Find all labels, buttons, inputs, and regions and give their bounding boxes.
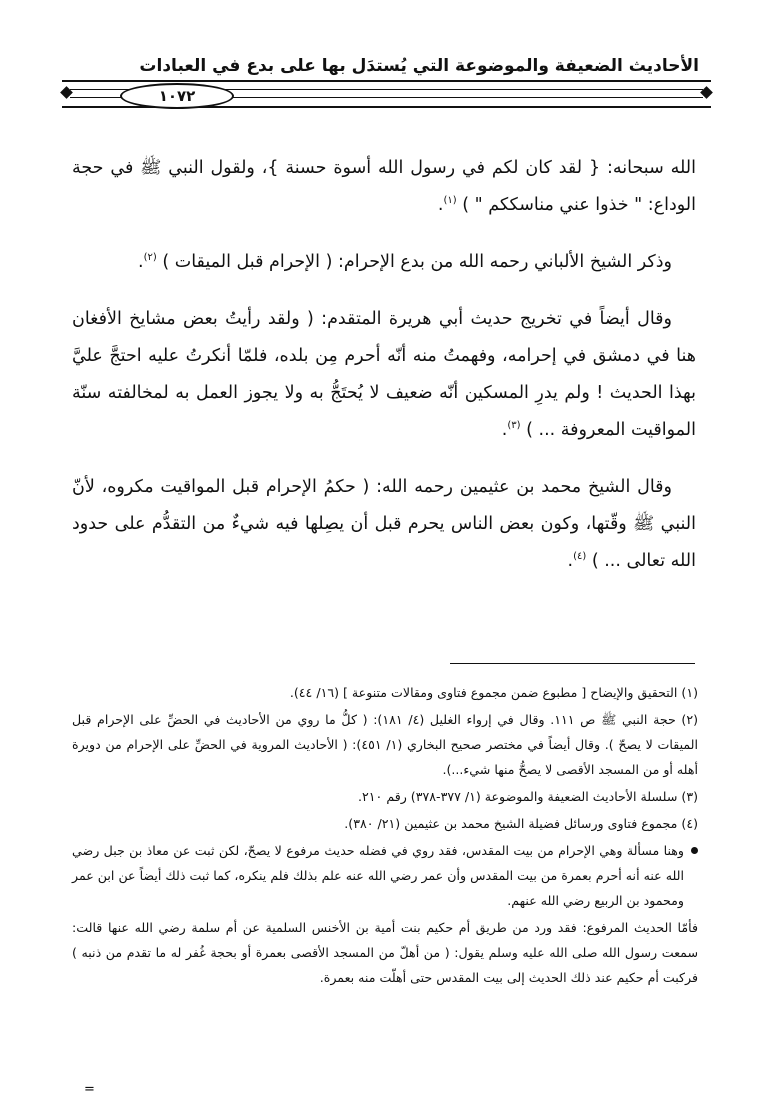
page-number: ١٠٧٢: [120, 83, 234, 109]
paragraph-3: وقال أيضاً في تخريج حديث أبي هريرة المتقدم: ( ولقد رأيتُ بعض مشايخ الأفغان هنا في دمشق في إحرامه، وفهمتُ منه أنّه أحرم مِن بلده، فلمّا أنكرتُ عليه احتجَّ عليَّ بهذا الحديث ! ولم يدرِ المسكين أنّه ضعيف لا يُحتَجُّ به ولا يجوز العمل به لمخالفته سنّة المواقيت المعروفة ... ) $^{(٣)}$.: [72, 309, 696, 440]
running-title: الأحاديث الضعيفة والموضوعة التي يُستدَل بها على بدع في العبادات: [139, 56, 699, 76]
footnote-ref-2: (٢): [143, 252, 157, 264]
paragraph-1-text: الله سبحانه: { لقد كان لكم في رسول الله أسوة حسنة }، ولقول النبي ﷺ في حجة الوداع: " خذوا عني مناسككم " ): [72, 158, 696, 215]
note-bullet-paragraph: [72, 838, 698, 913]
paragraph-3-text: وقال أيضاً في تخريج حديث أبي هريرة المتقدم: ( ولقد رأيتُ بعض مشايخ الأفغان هنا في دمشق في إحرامه، وفهمتُ منه أنّه أحرم مِن بلده، فلمّا أنكرتُ عليه احتجَّ عليَّ بهذا الحديث ! ولم يدرِ المسكين أنّه ضعيف لا يُحتَجُّ به ولا يجوز العمل به لمخالفته سنّة المواقيت المعروفة ... ): [72, 309, 696, 440]
paragraph-1: الله سبحانه: { لقد كان لكم في رسول الله أسوة حسنة }، ولقول النبي ﷺ في حجة الوداع: " خذوا عني مناسككم " ) $^{(١)}$.: [72, 158, 696, 215]
paragraph-2: وذكر الشيخ الألباني رحمه الله من بدع الإحرام: ( الإحرام قبل الميقات ) $^{(٢)}$.: [137, 252, 672, 272]
footnotes: [72, 680, 698, 992]
footnote-ref-3: (٣): [507, 420, 521, 432]
paragraph-2-text: وذكر الشيخ الألباني رحمه الله من بدع الإحرام: ( الإحرام قبل الميقات ): [162, 252, 672, 272]
continuation-mark: =: [84, 1082, 95, 1097]
footnote-1: (١) التحقيق والإيضاح [ مطبوع ضمن مجموع فتاوى ومقالات متنوعة ] (١٦/ ٤٤).: [289, 685, 698, 700]
main-text: [72, 150, 696, 600]
footnote-ref-4: (٤): [573, 551, 587, 563]
header-rule-top: [62, 80, 711, 82]
footnote-3: (٣) سلسلة الأحاديث الضعيفة والموضوعة (١/ ٣٧٧-٣٧٨) رقم ٢١٠.: [358, 789, 698, 804]
bullet-icon: [691, 847, 698, 854]
footnote-2: (٢) حجة النبي ﷺ ص ١١١. وقال في إرواء الغليل (٤/ ١٨١): ( كلُّ ما روي من الأحاديث في الحضِّ على الإحرام قبل الميقات لا يصحّ ). وقال أيضاً في مختصر صحيح البخاري (١/ ٤٥١): ( الأحاديث المروية في الحضِّ على الإحرام من دويرة أهله أو من المسجد الأقصى لا يصحُّ منها شيء...).: [72, 712, 699, 777]
note-2: فأمّا الحديث المرفوع: فقد ورد من طريق أم حكيم بنت أمية بن الأخنس السلمية عن أم سلمة رضي الله عنها قالت: سمعت رسول الله صلى الله عليه وسلم يقول: ( من أهلّ من المسجد الأقصى بعمرة أو بحجة غُفر له ما تقدم من ذنبه ) فركبت أم حكيم عند ذلك الحديث إلى بيت المقدس حتى أهلّت منه بعمرة.: [72, 920, 698, 985]
paragraph-4: وقال الشيخ محمد بن عثيمين رحمه الله: ( حكمُ الإحرام قبل المواقيت مكروه، لأنّ النبي ﷺ وقّتها، وكون بعض الناس يحرم قبل أن يصِلها فيه شيءٌ من التقدُّم على حدود الله تعالى ... ) $^{(٤)}$.: [72, 477, 696, 571]
footnote-ref-1: (١): [443, 195, 457, 207]
paragraph-4-text: وقال الشيخ محمد بن عثيمين رحمه الله: ( حكمُ الإحرام قبل المواقيت مكروه، لأنّ النبي ﷺ وقّتها، وكون بعض الناس يحرم قبل أن يصِلها فيه شيءٌ من التقدُّم على حدود الله تعالى ... ): [72, 477, 696, 571]
footnote-4: (٤) مجموع فتاوى ورسائل فضيلة الشيخ محمد بن عثيمين (٢١/ ٣٨٠).: [344, 816, 698, 831]
note-1-text: وهنا مسألة وهي الإحرام من بيت المقدس، فقد روي في فضله حديث مرفوع لا يصحّ، لكن ثبت عن معاذ بن جبل رضي الله عنه أنه أحرم بعمرة من بيت المقدس وأن عمر رضي الله عنه علم بذلك فلم ينكره، كما ثبت ذلك أيضاً عن ابن عمر ومحمود بن الربيع رضي الله عنهم.: [72, 843, 684, 908]
footnote-separator: [450, 663, 695, 664]
